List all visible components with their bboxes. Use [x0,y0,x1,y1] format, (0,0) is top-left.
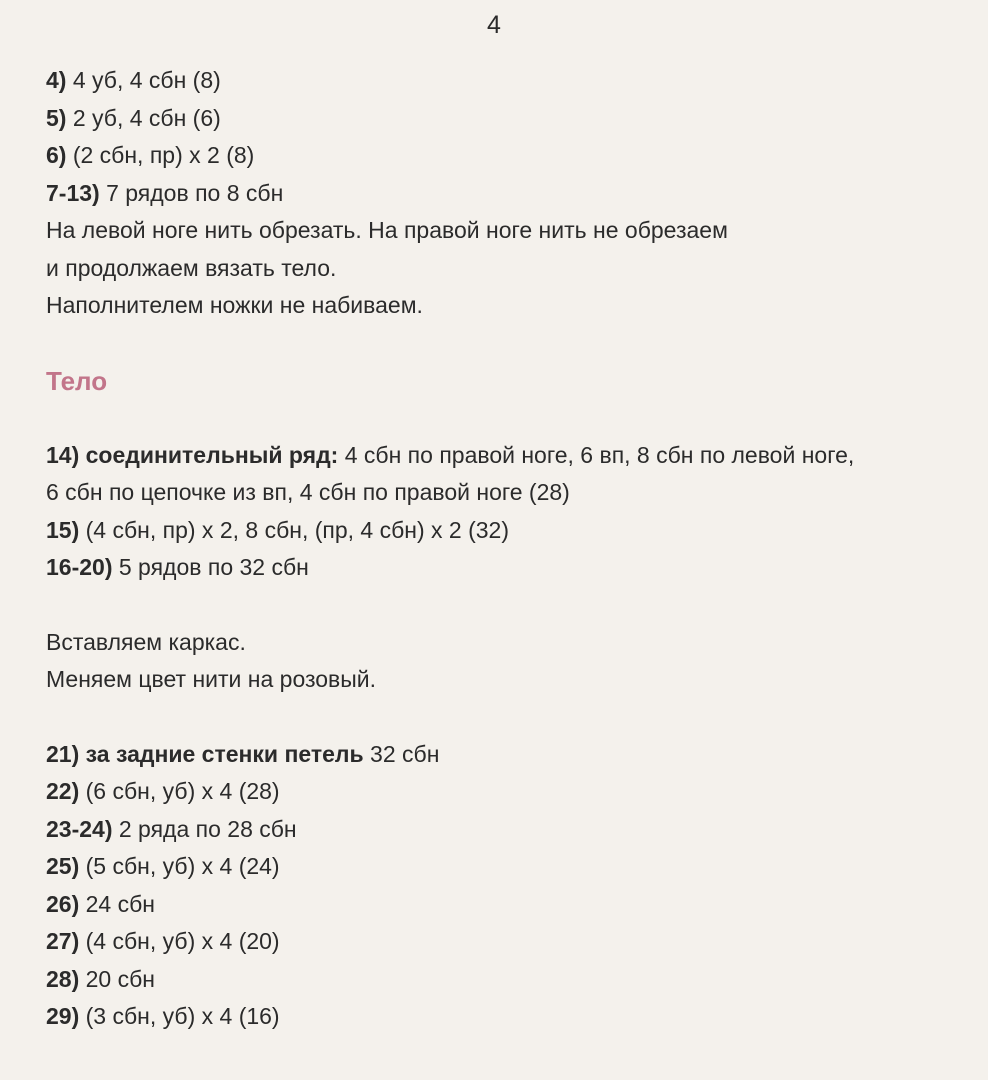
row-number: 6) [46,142,67,168]
pattern-row [46,961,976,999]
row-number: 7-13) [46,179,100,206]
row-instruction: (6 сбн, уб) x 4 (28) [79,778,280,804]
section-heading-body: Тело [46,365,108,396]
row-instruction: (4 сбн, пр) x 2, 8 сбн, (пр, 4 сбн) x 2 (32) [79,516,509,543]
row-instruction: 7 рядов по 8 сбн [99,179,284,206]
pattern-row [46,437,976,475]
pattern-row [46,512,976,550]
row-instruction: (4 сбн, уб) x 4 (20) [79,928,280,954]
row-number: 16-20) [46,554,113,580]
note-line: Наполнителем ножки не набиваем. [46,292,423,318]
note-line: Вставляем каркас. [46,628,246,655]
body-notes [46,624,976,699]
row-instruction: 32 сбн [363,740,440,767]
pattern-row [46,998,976,1036]
pattern-row [46,549,976,587]
row-instruction: 24 сбн [79,890,155,917]
row-instruction: 2 уб, 4 сбн (6) [66,104,221,131]
legs-notes [46,212,976,325]
row-number: 15) [46,516,80,543]
row-instruction: 20 сбн [79,965,155,992]
spacer [46,699,976,736]
pattern-row [46,175,976,213]
pattern-row [46,848,976,886]
pattern-row [46,736,976,774]
page-number: 4 [487,11,501,39]
pattern-row [46,886,976,924]
row-number: 25) [46,853,80,879]
note-line: и продолжаем вязать тело. [46,254,337,281]
row-number: 14) соединительный ряд: [46,441,339,468]
pattern-content [46,62,976,1036]
row-number: 26) [46,890,80,917]
pattern-row [46,100,976,138]
row-number: 4) [46,67,67,93]
row-instruction: (3 сбн, уб) x 4 (16) [79,1003,280,1029]
row-number: 22) [46,778,80,804]
row-instruction: 4 сбн по правой ноге, 6 вп, 8 сбн по левой ноге, [338,441,855,468]
row-instruction: (2 сбн, пр) x 2 (8) [66,142,255,168]
row-instruction: 4 уб, 4 сбн (8) [66,67,221,93]
row-instruction: (5 сбн, уб) x 4 (24) [79,853,280,879]
row-instruction: 2 ряда по 28 сбн [112,815,297,842]
pattern-row-continuation: 6 сбн по цепочке из вп, 4 сбн по правой ноге (28) [46,479,570,505]
note-line: Меняем цвет нити на розовый. [46,666,377,692]
row-number: 5) [46,104,67,131]
row-number: 21) за задние стенки петель [46,740,364,767]
pattern-row [46,773,976,811]
pattern-row [46,811,976,849]
pattern-row [46,923,976,961]
pattern-row [46,137,976,175]
pattern-row [46,62,976,100]
row-number: 27) [46,928,80,954]
body-rows-a [46,437,976,587]
row-number: 29) [46,1003,80,1029]
body-rows-b [46,736,976,1036]
legs-rows [46,62,976,212]
row-number: 28) [46,965,80,992]
row-instruction: 5 рядов по 32 сбн [112,554,309,580]
row-number: 23-24) [46,815,113,842]
spacer [46,587,976,624]
note-line: На левой ноге нить обрезать. На правой ноге нить не обрезаем [46,217,728,243]
